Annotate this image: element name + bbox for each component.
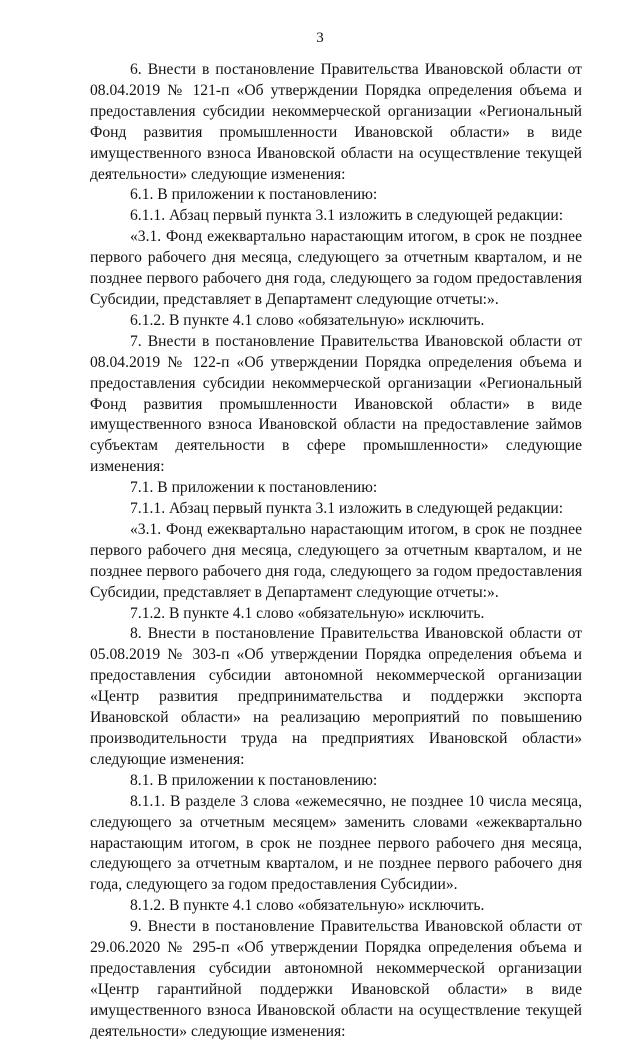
document-body	[90, 60, 582, 1043]
paragraph-9: 9. Внести в постановление Правительства Ивановской области от 29.06.2020 № 295-п «Об утверждении Порядка определения объема и предоставления субсидии автономной некоммерческой организации «Центр гарантийной поддержки Ивановской области» в виде имущественного взноса Ивановской области на осуществление текущей деятельности» следующие изменения:	[90, 918, 582, 1040]
paragraph-7-1-2: 7.1.2. В пункте 4.1 слово «обязательную» исключить.	[130, 604, 485, 622]
paragraph-6: 6. Внести в постановление Правительства Ивановской области от 08.04.2019 № 121-п «Об утверждении Порядка определения объема и предоставления субсидии некоммерческой организации «Региональный Фонд развития промышленности Ивановской области» в виде имущественного взноса Ивановской области на осуществление текущей деятельности» следующие изменения:	[90, 61, 582, 183]
paragraph-8: 8. Внести в постановление Правительства Ивановской области от 05.08.2019 № 303-п «Об утверждении Порядка определения объема и предоставления субсидии автономной некоммерческой организации «Центр развития предпринимательства и поддержки экспорта Ивановской области» на реализацию мероприятий по повышению производительности труда на предприятиях Ивановской области» следующие изменения:	[90, 625, 582, 768]
paragraph-8-1: 8.1. В приложении к постановлению:	[130, 771, 378, 789]
paragraph-6-quote: «3.1. Фонд ежеквартально нарастающим итогом, в срок не позднее первого рабочего дня месяца, следующего за отчетным кварталом, и не позднее первого рабочего дня года, следующего за годом предоставления Субсидии, представляет в Департамент следующие отчеты:».	[90, 228, 582, 308]
paragraph-7-quote: «3.1. Фонд ежеквартально нарастающим итогом, в срок не позднее первого рабочего дня месяца, следующего за отчетным кварталом, и не позднее первого рабочего дня года, следующего за годом предоставления Субсидии, представляет в Департамент следующие отчеты:».	[90, 520, 582, 601]
paragraph-7-1: 7.1. В приложении к постановлению:	[130, 479, 378, 497]
paragraph-6-1: 6.1. В приложении к постановлению:	[130, 186, 378, 204]
paragraph-7: 7. Внести в постановление Правительства Ивановской области от 08.04.2019 № 122-п «Об утверждении Порядка определения объема и предоставления субсидии некоммерческой организации «Региональный Фонд развития промышленности Ивановской области» в виде имущественного взноса Ивановской области на предоставление займов субъектам деятельности в сфере промышленности» следующие изменения:	[90, 332, 582, 476]
paragraph-8-1-2: 8.1.2. В пункте 4.1 слово «обязательную» исключить.	[130, 897, 485, 915]
paragraph-6-1-2: 6.1.2. В пункте 4.1 слово «обязательную» исключить.	[130, 311, 485, 329]
paragraph-8-1-1: 8.1.1. В разделе 3 слова «ежемесячно, не позднее 10 числа месяца, следующего за отчетным месяцем» заменить словами «ежеквартально нарастающим итогом, в срок не позднее первого рабочего дня месяца, следующего за отчетным кварталом, и не позднее первого рабочего дня года, следующего за годом предоставления Субсидии».	[90, 792, 582, 894]
paragraph-7-1-1: 7.1.1. Абзац первый пункта 3.1 изложить в следующей редакции:	[130, 500, 564, 518]
page-number: 3	[316, 30, 324, 46]
paragraph-6-1-1: 6.1.1. Абзац первый пункта 3.1 изложить в следующей редакции:	[130, 207, 564, 225]
